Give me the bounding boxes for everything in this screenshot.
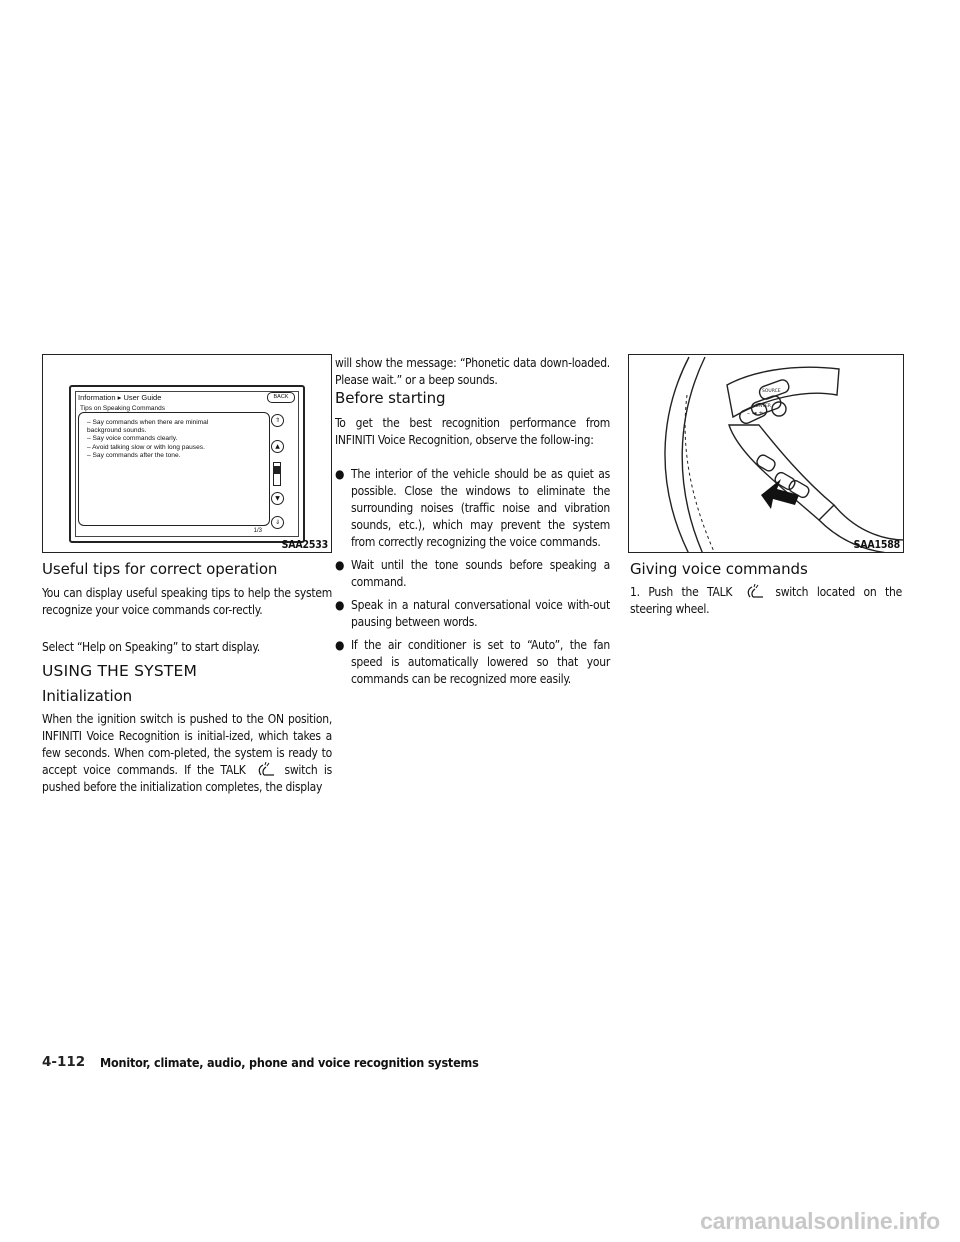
display-screen-inner — [75, 391, 299, 537]
step-number: 1. — [630, 585, 640, 599]
bullet-icon: ● — [335, 598, 345, 612]
heading-using-the-system: USING THE SYSTEM — [42, 662, 198, 680]
watermark: carmanualsonline.info — [700, 1208, 940, 1234]
list-item-text: Speak in a natural conversational voice with-out pausing between words. — [351, 598, 610, 629]
list-item-text: Wait until the tone sounds before speaking a command. — [351, 558, 610, 589]
heading-before-starting: Before starting — [335, 389, 446, 407]
paragraph-tips: You can display useful speaking tips to help the system recognize your voice commands cor-rectly. — [42, 586, 332, 617]
svg-text:ENTER: ENTER — [756, 404, 771, 409]
bullet-icon: ● — [335, 467, 345, 481]
paragraph-continued: will show the message: “Phonetic data down-loaded. Please wait.” or a beep sounds. — [335, 356, 610, 387]
figure-screen-tips — [42, 354, 332, 553]
screen-tip-line: background sounds. — [87, 427, 147, 435]
scroll-up-icon: ▲ — [271, 440, 284, 453]
step-text-b: switch located on the steering wheel. — [630, 585, 902, 616]
heading-giving-voice-commands: Giving voice commands — [630, 560, 808, 578]
step-text-a: Push the TALK — [648, 585, 733, 599]
steering-wheel-illustration — [629, 355, 904, 553]
page-number: 4-112 — [42, 1054, 86, 1070]
talk-switch-icon — [741, 584, 767, 598]
screen-tip-line: – Say voice commands clearly. — [87, 435, 178, 443]
step-1 — [630, 584, 902, 618]
screen-tip-line: – Avoid talking slow or with long pauses. — [87, 443, 205, 451]
screen-tip-line: – Say commands when there are minimal — [87, 419, 209, 426]
figure-steering-wheel — [628, 354, 904, 553]
svg-text:– ◄ +: – ◄ + — [747, 410, 764, 417]
figure-code: SAA1588 — [853, 539, 900, 551]
heading-initialization: Initialization — [42, 687, 133, 705]
screen-tip-line: – Say commands after the tone. — [87, 451, 181, 459]
paragraph-select-help: Select “Help on Speaking” to start display. — [42, 640, 260, 654]
paragraph-initialization — [42, 711, 332, 796]
display-screen — [69, 385, 305, 543]
scrollbar-icon — [273, 462, 281, 486]
paragraph-before-starting: To get the best recognition performance from INFINITI Voice Recognition, observe the follow-ing: — [335, 416, 610, 447]
list-item — [335, 557, 610, 591]
arrow-icon — [761, 479, 799, 509]
bullet-icon: ● — [335, 558, 345, 572]
svg-text:SOURCE: SOURCE — [762, 389, 781, 394]
screen-tip-lines — [87, 419, 208, 460]
section-title: Monitor, climate, audio, phone and voice recognition systems — [100, 1055, 479, 1070]
screen-back-button: BACK — [267, 392, 295, 403]
screen-subtitle: Tips on Speaking Commands — [80, 405, 166, 412]
init-text-b: switch is pushed before the initialization completes, the display — [42, 763, 332, 794]
bullet-list — [335, 466, 610, 694]
heading-useful-tips: Useful tips for correct operation — [42, 560, 278, 578]
list-item-text: If the air conditioner is set to “Auto”, the fan speed is automatically lowered so that your commands can be recognized more easily. — [351, 638, 610, 686]
scroll-top-icon: ⇑ — [271, 414, 284, 427]
bullet-icon: ● — [335, 638, 345, 652]
figure-code: SAA2533 — [281, 539, 328, 551]
list-item — [335, 466, 610, 551]
talk-switch-icon — [252, 762, 278, 776]
scroll-bottom-icon: ⇓ — [271, 516, 284, 529]
init-text-a: When the ignition switch is pushed to the ON position, INFINITI Voice Recognition is initial-ized, which takes a few seconds. When com-pleted, the system is ready to accept voice commands. If the TALK — [42, 712, 332, 777]
scroll-down-icon: ▼ — [271, 492, 284, 505]
screen-header: Information ▸ User Guide — [78, 393, 162, 402]
list-item — [335, 597, 610, 631]
screen-page-indicator: 1/3 — [253, 528, 262, 534]
list-item — [335, 637, 610, 688]
list-item-text: The interior of the vehicle should be as quiet as possible. Close the windows to eliminate the surrounding noises (traffic noise and vibration sounds, etc.), which may prevent the system from correctly recognizing the voice commands. — [351, 467, 610, 549]
screen-content-box — [78, 412, 270, 526]
